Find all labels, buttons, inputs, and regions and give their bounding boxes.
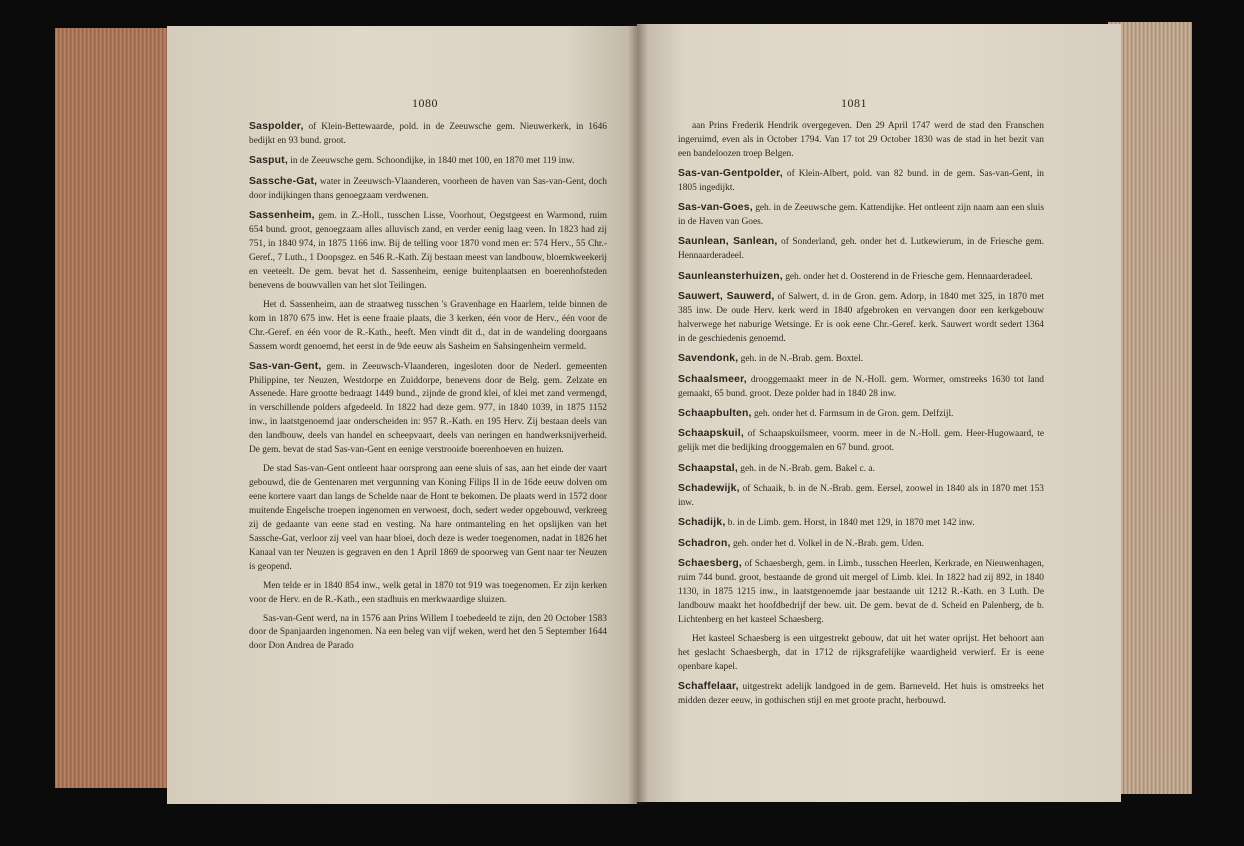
entry-text: of Klein-Bettewaarde, pold. in de Zeeuwsche gem. Nieuwerkerk, in 1646 bedijkt en 93 bund. groot. xyxy=(249,122,607,146)
entry-headword: Schaffelaar, xyxy=(678,680,739,692)
entry-headword: Schadron, xyxy=(678,537,731,549)
dictionary-entry xyxy=(678,352,1044,367)
entry-text: geh. onder het d. Farmsum in de Gron. gem. Delfzijl. xyxy=(751,408,954,419)
entry-text: water in Zeeuwsch-Vlaanderen, voorheen de haven van Sas-van-Gent, doch door indijkingen thans genoegzaam verdwenen. xyxy=(249,176,607,201)
entry-headword: Schaapskuil, xyxy=(678,428,744,440)
entry-headword: Schaalsmeer, xyxy=(678,373,747,385)
entry-paragraph xyxy=(249,613,607,655)
entry-text: gem. in Zeeuwsch-Vlaanderen, ingesloten door de Nederl. gemeenten Philippine, ter Neuzen, Westdorpe en Zuiddorpe, benevens door de Belg. gem. Zelzate en Assenede. Hare grootte bedraagt 1449 bund., zijnde de grond klei, of klei met zand vermengd, in verschillende polders afgedeeld. In 1822 had deze gem. 977, in 1840 1039, in 1875 1152 inw., in laatstgenoemd jaar onderscheiden in: 957 R.-Kath. en 195 Herv. Zij bestaan deels van den landbouw, deels van handel en scheepvaart, deels van neringen en handwerksnijverheid. De gem. bevat de stad Sas-van-Gent en eenige verstrooide boerenhoeven en huizen. xyxy=(249,361,607,456)
entry-headword: Saunleansterhuizen, xyxy=(678,270,783,282)
entry-headword: Schaapbulten, xyxy=(678,407,752,419)
entry-text: De stad Sas-van-Gent ontleent haar oorsprong aan eene sluis of sas, aan het einde der vaart gebouwd, die de Gentenaren met vergunning van Koning Filips II in de 16de eeuw dolven om eene kortere vaart dan langs de Schelde naar de Hont te bekomen. De plaats werd in 1572 door muitende Engelsche troepen ingenomen en verwoest, doch, sedert weder opgebouwd, verkreeg zij de gedaante van eene stad en vesting. Na hare ontmanteling en het opslijken van het Sassche-Gat, verloor zij veel van haar bloei, doch deze is weder toegenomen, nadat in 1826 het Kanaal van ter Neuzen is gegraven en den 1 April 1869 de spoorweg van Gent naar ter Neuzen is geopend. xyxy=(249,464,607,572)
entry-text: Het d. Sassenheim, aan de straatweg tusschen 's Gravenhage en Haarlem, telde binnen de kom in 1870 675 inw. Het is eene fraaie plaats, die 3 kerken, één voor de Herv., één voor de Chr.-Geref. en één voor de R.-Kath., heeft. Men vindt dit d., dat in de wandeling doorgaans Sassem wordt genoemd, het eerst in de 9de eeuw als Sasheim en Sahsingenheim vermeld. xyxy=(249,299,607,352)
entry-text: geh. in de N.-Brab. gem. Bakel c. a. xyxy=(737,463,875,474)
entry-text: geh. onder het d. Volkel in de N.-Brab. gem. Uden. xyxy=(730,538,924,549)
entry-text: of Salwert, d. in de Gron. gem. Adorp, in 1840 met 325, in 1870 met 385 inw. De oude Herv. kerk werd in 1840 afgebroken en vervangen door een kerkgebouw halverwege het naburige Wetsinge. Er is ook eene Chr.-Geref. kerk. Sauwert wordt sedert 1364 in de geschiedenis genoemd. xyxy=(678,292,1044,344)
entry-paragraph xyxy=(678,120,1044,162)
dictionary-entry xyxy=(678,167,1044,196)
entry-headword: Savendonk, xyxy=(678,353,739,365)
entry-headword: Saspolder, xyxy=(249,121,304,132)
entry-headword: Sauwert, Sauwerd, xyxy=(678,291,775,303)
entry-text: of Schaesbergh, gem. in Limb., tusschen Heerlen, Kerkrade, en Nieuwenhagen, ruim 744 bund. groot, bestaande de grond uit mergel of Limb. klei. In 1822 had zij 892, in 1840 1130, in 1875 1215 inw., in laatstgenoemde jaar bestaande uit 1212 R.-Kath. en 3 Luth. De landbouw maakt het hoofdbedrijf der bew. uit. De gem. bevat de d. Scheid en Palenberg, de b. Lichtenberg en het kasteel Schaesberg. xyxy=(678,559,1044,625)
dictionary-entry xyxy=(249,175,607,204)
entry-text: uitgestrekt adelijk landgoed in de gem. Barneveld. Het huis is omstreeks het midden dezer eeuw, in gothischen stijl en met groote pracht, herbouwd. xyxy=(678,681,1044,706)
entry-headword: Schaapstal, xyxy=(678,462,738,474)
entry-text: Men telde er in 1840 854 inw., welk getal in 1870 tot 919 was toegenomen. Er zijn kerken voor de Herv. en de R.-Kath., een stadhuis en merkwaardige sluizen. xyxy=(249,580,607,605)
dictionary-entry xyxy=(678,427,1044,456)
dictionary-entry xyxy=(249,120,607,149)
entry-text: geh. in de Zeeuwsche gem. Kattendijke. Het ontleent zijn naam aan een sluis in de Haven van Goes. xyxy=(678,203,1044,227)
entry-paragraph xyxy=(678,633,1044,675)
entry-text: geh. in de N.-Brab. gem. Boxtel. xyxy=(738,354,864,365)
entry-headword: Schaesberg, xyxy=(678,558,742,570)
dictionary-entry xyxy=(678,290,1044,347)
right-page-number: 1081 xyxy=(841,96,867,110)
book-page-edges-left xyxy=(55,28,167,788)
dictionary-entry xyxy=(678,407,1044,422)
dictionary-entry xyxy=(249,360,607,458)
entry-text: b. in de Limb. gem. Horst, in 1840 met 129, in 1870 met 142 inw. xyxy=(725,518,975,529)
entry-headword: Saunlean, Sanlean, xyxy=(678,236,778,248)
entry-text: in de Zeeuwsche gem. Schoondijke, in 1840 met 100, en 1870 met 119 inw. xyxy=(287,156,575,167)
dictionary-entry xyxy=(249,209,607,293)
dictionary-entry xyxy=(678,516,1044,531)
book-gutter xyxy=(628,24,648,804)
dictionary-entry xyxy=(678,373,1044,402)
dictionary-entry xyxy=(678,235,1044,264)
entry-text: drooggemaakt meer in de N.-Holl. gem. Wormer, omstreeks 1630 tot land gemaakt, 65 bund. groot. Deze polder had in 1840 28 inw. xyxy=(678,374,1044,399)
entry-text: of Schaaik, b. in de N.-Brab. gem. Eersel, zoowel in 1840 als in 1870 met 153 inw. xyxy=(678,484,1044,508)
entry-headword: Sas-van-Gentpolder, xyxy=(678,167,783,179)
entry-paragraph xyxy=(249,463,607,574)
entry-text: aan Prins Frederik Hendrik overgegeven. Den 29 April 1747 werd de stad den Franschen ingeruimd, even als in October 1794. Van 17 tot 29 October 1830 was de stad in het bezit van een bandeloozen troep Belgen. xyxy=(678,121,1044,159)
dictionary-entry xyxy=(678,680,1044,709)
entry-text: Sas-van-Gent werd, na in 1576 aan Prins Willem I toebedeeld te zijn, den 20 October 1583 door de Spanjaarden ingenomen. Na een beleg van vijf weken, werd het den 5 September 1644 door Don Andrea de Parado xyxy=(249,613,607,652)
entry-text: of Sonderland, geh. onder het d. Lutkewierum, in de Friesche gem. Hennaarderadeel. xyxy=(678,237,1044,262)
entry-headword: Sassenheim, xyxy=(249,210,315,222)
entry-paragraph xyxy=(249,299,607,355)
entry-text: gem. in Z.-Holl., tusschen Lisse, Voorhout, Oegstgeest en Warmond, ruim 654 bund. groot, genoegzaam alles alluvisch zand, en verder eenig laag veen. In 1823 had zij 751, in 1840 974, in 1875 1166 inw. Bij de telling voor 1870 vond men er: 574 Herv., 55 Chr.-Geref., 7 Luth., 1 Doopsgez. en 546 R.-Kath. Zij bestaan meest van landbouw, bloemkweekerij en veeteelt. De gem. bevat het d. Sassenheim, eenige buitenplaatsen en boerenhofsteden benevens de bouwvallen van het slot Teilingen. xyxy=(249,211,607,291)
entry-paragraph xyxy=(249,580,607,608)
entry-headword: Sas-van-Gent, xyxy=(249,360,322,372)
entry-headword: Sasput, xyxy=(249,155,288,167)
dictionary-entry xyxy=(678,537,1044,552)
dictionary-entry xyxy=(249,154,607,169)
entry-headword: Schadijk, xyxy=(678,517,726,529)
left-page-number: 1080 xyxy=(412,96,438,110)
entry-text: of Schaapskuilsmeer, voorm. meer in de N.-Holl. gem. Heer-Hugowaard, te gelijk met die bedijking drooggemalen en 67 bund. groot. xyxy=(678,429,1044,454)
entry-text: Het kasteel Schaesberg is een uitgestrekt gebouw, dat uit het water oprijst. Het behoort aan het geslacht Schaesbergh, dat in 1712 de rijksgrafelijke waardigheid verwierf. Er is eene openbare kapel. xyxy=(678,634,1044,672)
entry-text: of Klein-Albert, pold. van 82 bund. in de gem. Sas-van-Gent, in 1805 ingedijkt. xyxy=(678,168,1044,193)
entry-headword: Sassche-Gat, xyxy=(249,175,318,187)
dictionary-entry xyxy=(678,482,1044,511)
dictionary-entry xyxy=(678,201,1044,230)
entry-headword: Sas-van-Goes, xyxy=(678,202,753,214)
entry-headword: Schadewijk, xyxy=(678,483,740,495)
dictionary-entry xyxy=(678,270,1044,285)
left-column-text xyxy=(249,120,607,659)
dictionary-entry xyxy=(678,557,1044,628)
right-column-text xyxy=(678,120,1044,714)
dictionary-entry xyxy=(678,462,1044,477)
entry-text: geh. onder het d. Oosterend in de Friesche gem. Hennaarderadeel. xyxy=(782,271,1033,282)
